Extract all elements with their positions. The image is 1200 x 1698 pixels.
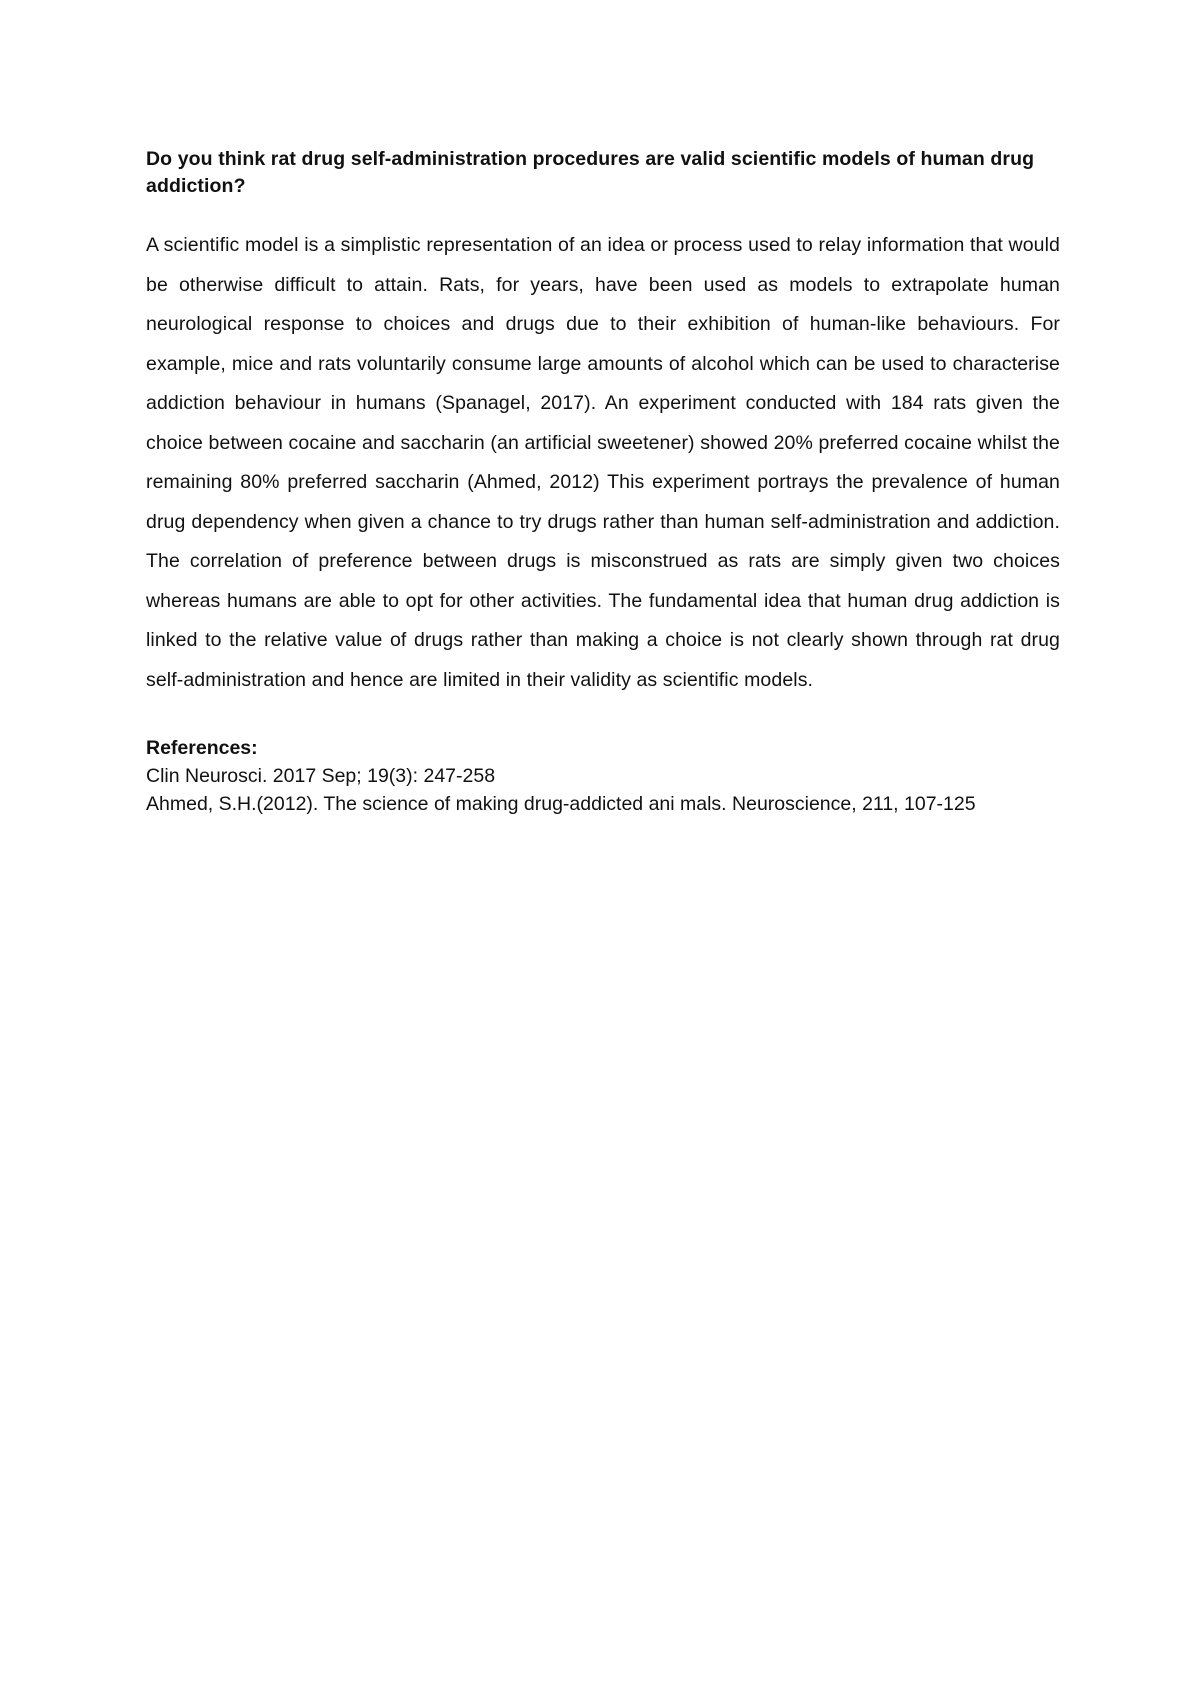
references-heading: References: <box>146 737 258 759</box>
reference-item-2: Ahmed, S.H.(2012). The science of making drug-addicted ani mals. Neuroscience, 211, 107-125 <box>146 793 976 815</box>
body-paragraph: A scientific model is a simplistic representation of an idea or process used to relay information that would be otherwise difficult to attain. Rats, for years, have been used as models to extrapolate human neurological response to choices and drugs due to their exhibition of human-like behaviours. For example, mice and rats voluntarily consume large amounts of alcohol which can be used to characterise addiction behaviour in humans (Spanagel, 2017). An experiment conducted with 184 rats given the choice between cocaine and saccharin (an artificial sweetener) showed 20% preferred cocaine whilst the remaining 80% preferred saccharin (Ahmed, 2012) This experiment portrays the prevalence of human drug dependency when given a chance to try drugs rather than human self-administration and addiction. The correlation of preference between drugs is misconstrued as rats are simply given two choices whereas humans are able to opt for other activities. The fundamental idea that human drug addiction is linked to the relative value of drugs rather than making a choice is not clearly shown through rat drug self-administration and hence are limited in their validity as scientific models. <box>146 234 1060 691</box>
document-title: Do you think rat drug self-administration procedures are valid scientific models of human drug addiction? <box>146 148 1035 197</box>
document-content <box>146 146 1060 818</box>
reference-item-1: Clin Neurosci. 2017 Sep; 19(3): 247-258 <box>146 765 496 787</box>
